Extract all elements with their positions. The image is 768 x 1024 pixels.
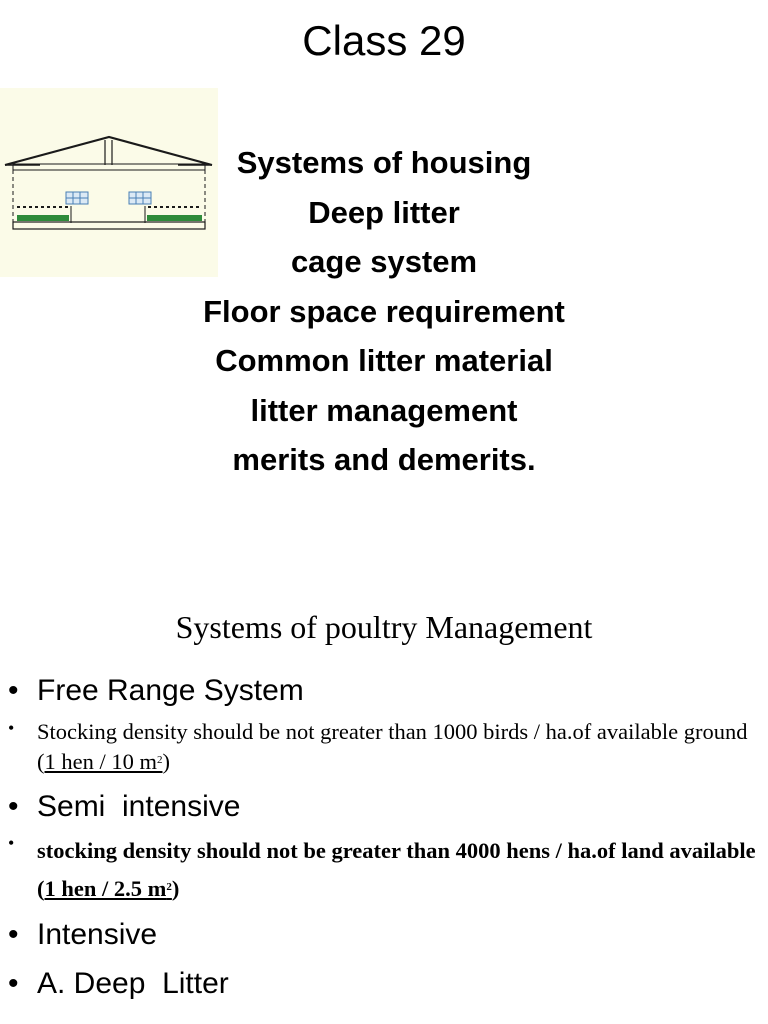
list-item-label: A. Deep Litter	[37, 967, 229, 1000]
topic-item: Deep litter	[308, 194, 460, 230]
bullet-icon: •	[8, 967, 19, 1000]
bullet-icon: •	[8, 718, 15, 738]
detail-text: Stocking density should be not greater than 1000 birds / ha.of available ground (1 hen / 10 $m^2$)	[37, 719, 748, 774]
topic-list	[150, 138, 618, 485]
list-item-label: Intensive	[37, 918, 158, 951]
list-item-label: Semi intensive	[37, 790, 241, 823]
topic-item: Systems of housing	[236, 145, 532, 180]
topic-item: merits and demerits.	[232, 442, 536, 477]
slide-title: Class 29	[302, 17, 466, 64]
ratio-text: 1 hen / 2.5 $m^2$	[44, 876, 172, 901]
ratio-text: 1 hen / 10 $m^2$	[44, 749, 163, 774]
topic-item: cage system	[290, 244, 478, 279]
topic-item: Floor space requirement	[203, 293, 565, 329]
list-item-label: Free Range System	[37, 674, 304, 707]
topic-item: litter management	[250, 392, 518, 428]
bullet-icon: •	[8, 790, 19, 823]
detail-text: stocking density should not be greater than 4000 hens / ha.of land available (1 hen / 2.5 $m^2$)	[37, 838, 756, 901]
section-heading: Systems of poultry Management	[175, 609, 593, 645]
bullet-icon: •	[8, 833, 15, 853]
bullet-icon: •	[8, 674, 19, 707]
bullet-icon: •	[8, 918, 19, 951]
topic-item: Common litter material	[215, 343, 553, 378]
